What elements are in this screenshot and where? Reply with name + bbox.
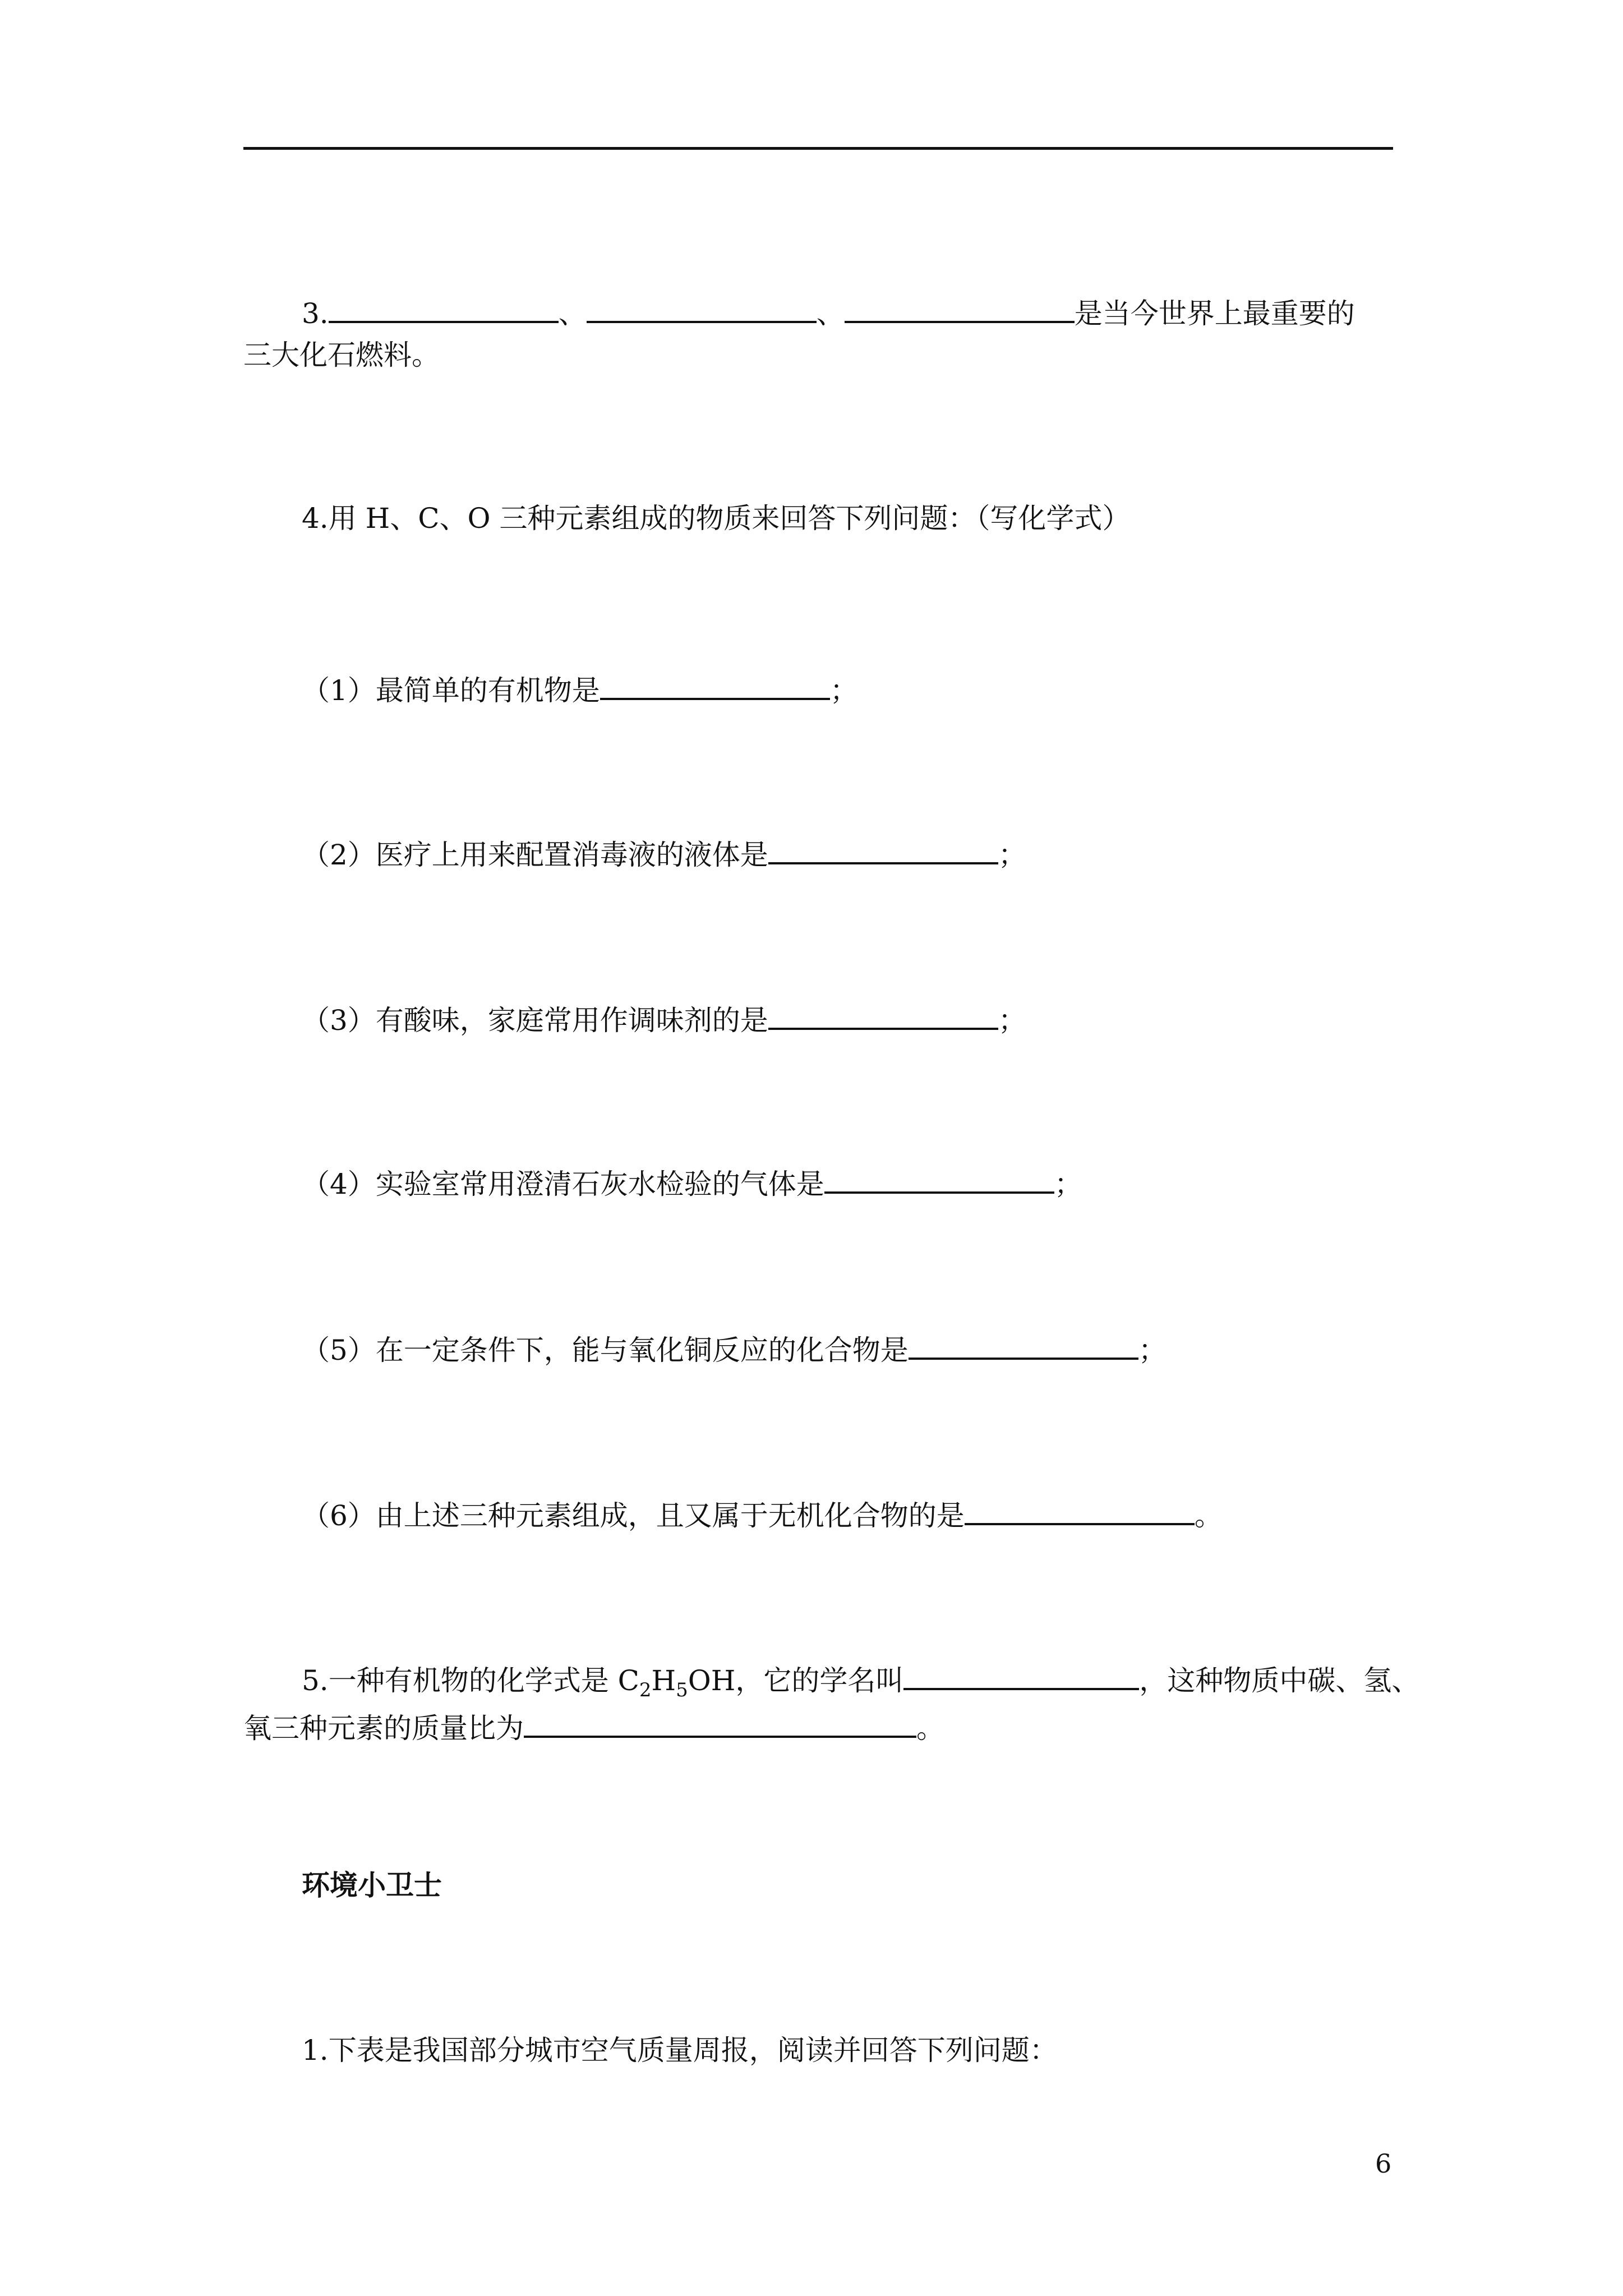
answer-blank-4-5[interactable] bbox=[909, 1327, 1138, 1360]
question-4-item-3 bbox=[302, 997, 1026, 1037]
question-4-stem: 4.用 H、C、O 三种元素组成的物质来回答下列问题：（写化学式） bbox=[302, 502, 1131, 535]
item-end: ； bbox=[1138, 1334, 1166, 1366]
answer-blank-4-2[interactable] bbox=[768, 832, 998, 864]
subscript: 2 bbox=[639, 1679, 652, 1701]
answer-blank-5b[interactable] bbox=[524, 1705, 916, 1738]
item-end: 。 bbox=[1194, 1499, 1223, 1532]
separator: 、 bbox=[816, 297, 845, 330]
item-label: （4）实验室常用澄清石灰水检验的气体是 bbox=[302, 1168, 824, 1200]
question-5-line-1 bbox=[302, 1658, 1420, 1701]
question-3-line-1 bbox=[302, 291, 1355, 330]
answer-blank-3c[interactable] bbox=[845, 291, 1075, 323]
question-3-tail: 是当今世界上最重要的 bbox=[1074, 297, 1355, 330]
answer-blank-3a[interactable] bbox=[329, 291, 559, 323]
item-end: ； bbox=[829, 674, 858, 707]
item-label: （2）医疗上用来配置消毒液的液体是 bbox=[302, 839, 768, 871]
answer-blank-4-4[interactable] bbox=[824, 1161, 1054, 1194]
question-4-item-6 bbox=[302, 1493, 1223, 1533]
page-number: 6 bbox=[1375, 2148, 1392, 2179]
question-4-item-2 bbox=[302, 832, 1026, 872]
question-3-line-2: 三大化石燃料。 bbox=[243, 339, 440, 371]
answer-blank-3b[interactable] bbox=[587, 291, 817, 323]
question-4-item-5 bbox=[302, 1327, 1166, 1367]
separator: 、 bbox=[558, 297, 587, 330]
item-end: ； bbox=[1054, 1168, 1082, 1200]
question-5-text: H bbox=[651, 1664, 676, 1697]
answer-blank-4-1[interactable] bbox=[600, 668, 830, 700]
answer-blank-4-3[interactable] bbox=[768, 997, 998, 1030]
question-5-text: ，这种物质中碳、氢、 bbox=[1139, 1664, 1420, 1697]
item-label: （3）有酸味，家庭常用作调味剂的是 bbox=[302, 1004, 768, 1037]
header-rule bbox=[243, 147, 1393, 150]
item-label: （5）在一定条件下，能与氧化铜反应的化合物是 bbox=[302, 1334, 909, 1366]
item-label: （1）最简单的有机物是 bbox=[302, 674, 600, 707]
question-4-item-1 bbox=[302, 668, 858, 707]
item-end: ； bbox=[998, 1004, 1026, 1037]
question-5-line-2 bbox=[243, 1705, 944, 1745]
question-4-item-4 bbox=[302, 1161, 1082, 1201]
question-5-text: OH，它的学名叫 bbox=[688, 1664, 904, 1697]
item-label: （6）由上述三种元素组成，且又属于无机化合物的是 bbox=[302, 1499, 965, 1532]
section-heading: 环境小卫士 bbox=[302, 1869, 442, 1902]
question-3-number: 3. bbox=[302, 297, 329, 330]
item-end: ； bbox=[998, 839, 1026, 871]
env-question-1: 1.下表是我国部分城市空气质量周报，阅读并回答下列问题： bbox=[302, 2034, 1058, 2067]
subscript: 5 bbox=[676, 1679, 688, 1701]
question-5-text: 5.一种有机物的化学式是 C bbox=[302, 1664, 639, 1697]
answer-blank-4-6[interactable] bbox=[965, 1493, 1195, 1525]
question-5-text: 。 bbox=[916, 1712, 944, 1745]
answer-blank-5a[interactable] bbox=[903, 1658, 1139, 1690]
question-5-text: 氧三种元素的质量比为 bbox=[243, 1712, 524, 1745]
